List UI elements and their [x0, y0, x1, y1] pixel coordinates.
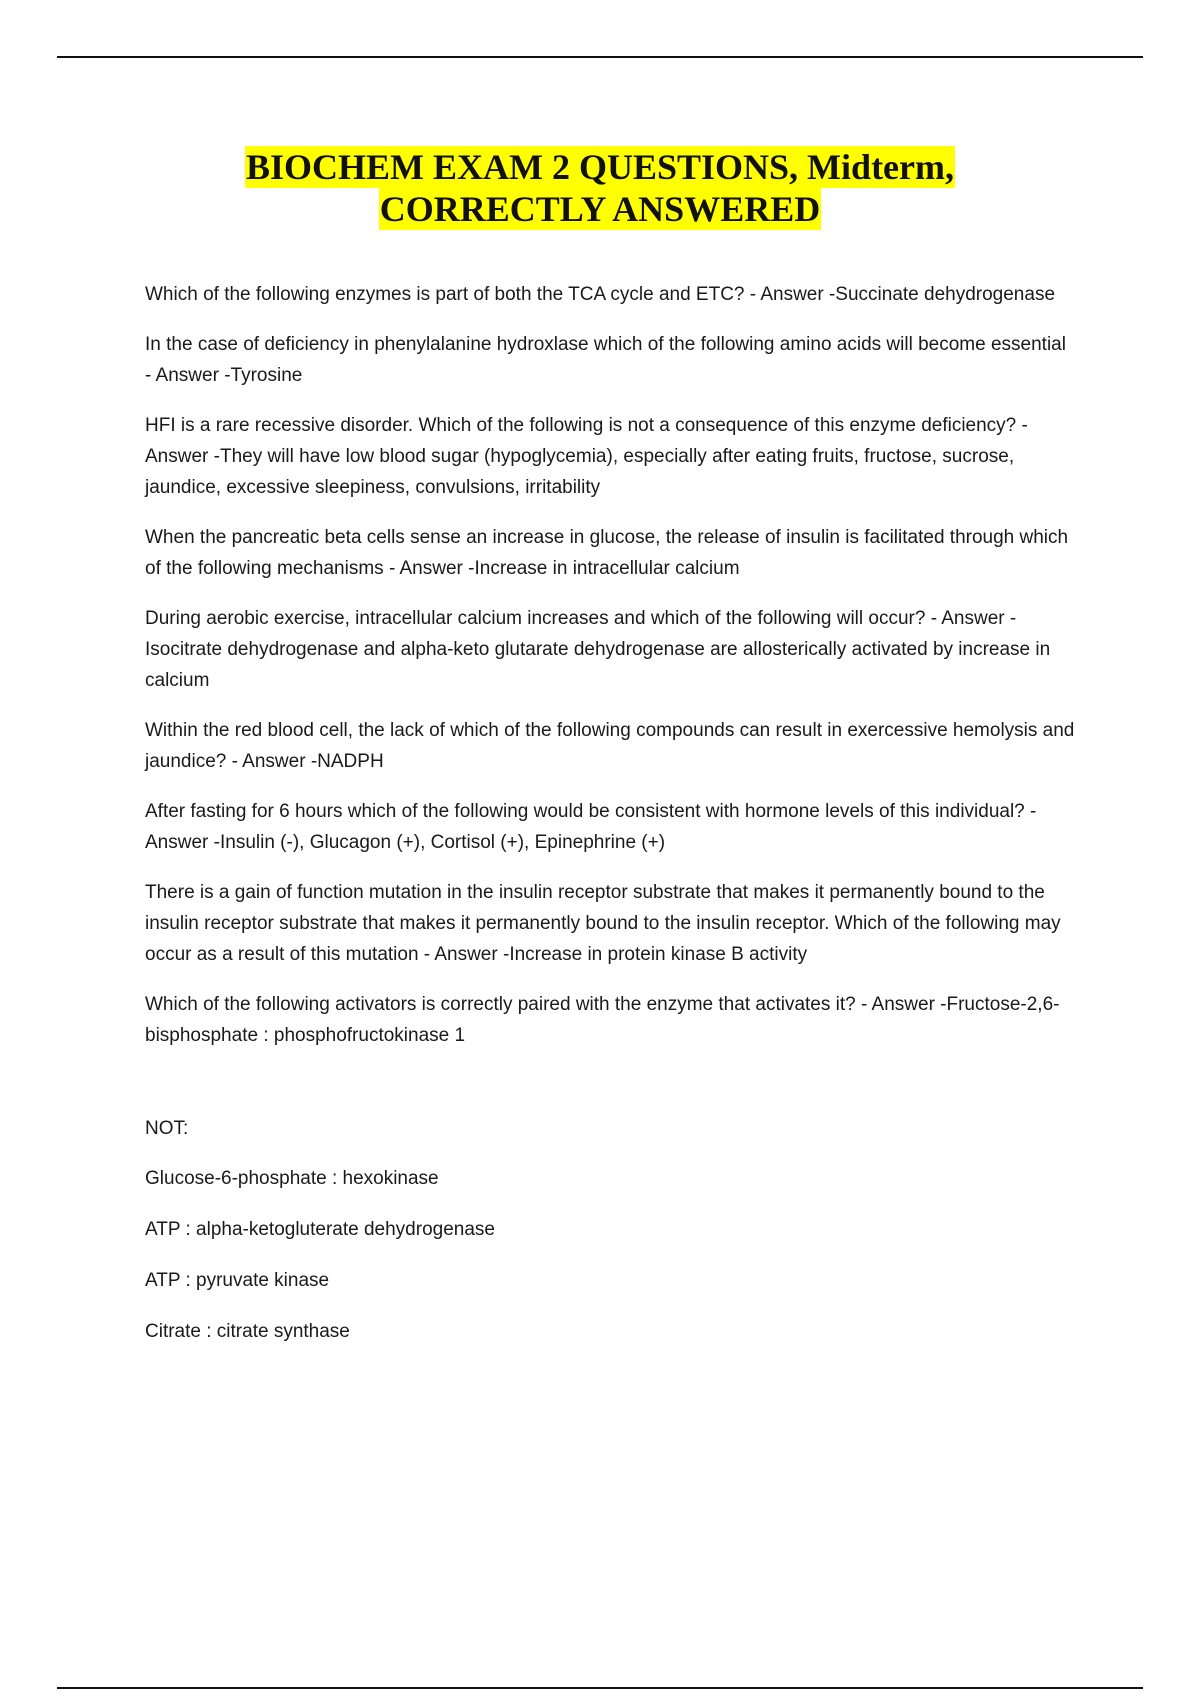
- title-line-1: BIOCHEM EXAM 2 QUESTIONS, Midterm,: [245, 147, 954, 187]
- question-text: There is a gain of function mutation in the insulin receptor substrate that makes it permanently bound to the insulin receptor substrate that makes it permanently bound to the insulin receptor. Which of the following may occur as a result of this mutation - Answer -: [145, 882, 1061, 965]
- question-text: During aerobic exercise, intracellular calcium increases and which of the following will occur? - Answer -: [145, 608, 1017, 629]
- question-text: After fasting for 6 hours which of the following would be consistent with hormone levels of this individual? - Answer -: [145, 801, 1037, 853]
- qa-item: [145, 877, 1075, 970]
- not-item: ATP : alpha-ketogluterate dehydrogenase: [145, 1219, 495, 1240]
- not-section: [145, 1113, 1075, 1347]
- answer-text: They will have low blood sugar (hypoglycemia), especially after eating fruits, fructose, sucrose, jaundice, excessive sleepiness, convulsions, irritability: [145, 446, 1015, 498]
- question-text: Which of the following activators is correctly paired with the enzyme that activates it? - Answer -: [145, 994, 947, 1015]
- qa-item: [145, 279, 1075, 310]
- qa-item: [145, 989, 1075, 1051]
- qa-item: [145, 329, 1075, 391]
- question-text: In the case of deficiency in phenylalanine hydroxlase which of the following amino acids will become essential - Answer -: [145, 334, 1066, 386]
- answer-text: Succinate dehydrogenase: [835, 284, 1056, 305]
- qa-item: [145, 522, 1075, 584]
- qa-item: [145, 603, 1075, 696]
- qa-list: [145, 279, 1075, 1367]
- answer-text: Fructose-2,6-bisphosphate : phosphofructokinase 1: [145, 994, 1060, 1046]
- question-text: HFI is a rare recessive disorder. Which of the following is not a consequence of this enzyme deficiency? - Answer -: [145, 415, 1028, 467]
- answer-text: Increase in protein kinase B activity: [509, 944, 808, 965]
- qa-item: [145, 796, 1075, 858]
- not-item: ATP : pyruvate kinase: [145, 1270, 330, 1291]
- document-title: [0, 146, 1200, 230]
- title-line-2: CORRECTLY ANSWERED: [379, 189, 821, 229]
- question-text: Within the red blood cell, the lack of which of the following compounds can result in exercessive hemolysis and jaundice? - Answer -: [145, 720, 1075, 772]
- qa-item: [145, 410, 1075, 503]
- top-rule: [57, 56, 1143, 58]
- not-item: Glucose-6-phosphate : hexokinase: [145, 1168, 439, 1189]
- answer-text: Insulin (-), Glucagon (+), Cortisol (+), Epinephrine (+): [219, 832, 666, 853]
- question-text: When the pancreatic beta cells sense an increase in glucose, the release of insulin is facilitated through which of the following mechanisms - Answer -: [145, 527, 1069, 579]
- bottom-rule: [57, 1687, 1143, 1689]
- not-label: NOT:: [145, 1118, 189, 1139]
- question-text: Which of the following enzymes is part of both the TCA cycle and ETC? - Answer -: [145, 284, 836, 305]
- answer-text: NADPH: [317, 751, 384, 772]
- answer-text: Increase in intracellular calcium: [474, 558, 740, 579]
- answer-text: Isocitrate dehydrogenase and alpha-keto glutarate dehydrogenase are allosterically activated by increase in calcium: [145, 639, 1051, 691]
- qa-item: [145, 715, 1075, 777]
- answer-text: Tyrosine: [230, 365, 303, 386]
- not-item: Citrate : citrate synthase: [145, 1321, 350, 1342]
